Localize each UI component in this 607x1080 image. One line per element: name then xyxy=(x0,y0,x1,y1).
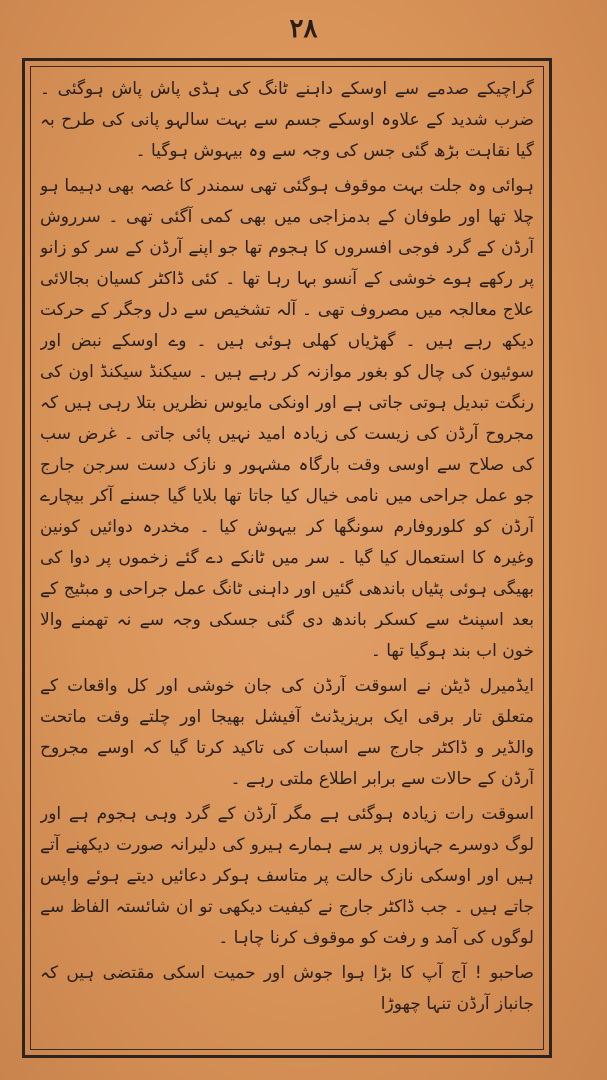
paragraph: اسوقت رات زیادہ ہوگئی ہے مگر آرڈن کے گرد وہی ہجوم ہے اور لوگ دوسرے جہازوں پر سے ہمارے ہیرو کی دلیرانہ صورت دیکھنے آتے ہیں اور اوسکی نازک حالت پر متاسف ہوکر دعائیں دیتے ہوئے واپس جاتے ہیں ۔ جب ڈاکٹر جارج نے کیفیت دیکھی تو ان شائستہ الفاظ سے لوگوں کی آمد و رفت کو موقوف کرنا چاہا ۔ xyxy=(40,804,534,948)
paragraph: صاحبو ! آج آپ کا بڑا ہوا جوش اور حمیت اسکی مقتضی ہیں کہ جانباز آرڈن تنہا چھوڑا xyxy=(40,963,534,1014)
paragraph: ایڈمیرل ڈیٹن نے اسوقت آرڈن کی جان خوشی اور کل واقعات کے متعلق تار برقی ایک بریزیڈنٹ آفیشل بھیجا اور چلتے وقت ماتحت والڈیر و ڈاکٹر جارج سے اسبات کی تاکید کرتا گیا کہ اوسے مجروح آرڈن کے حالات سے برابر اطلاع ملتی رہے ۔ xyxy=(40,676,534,789)
paragraph: ہوائی وہ جلت بہت موقوف ہوگئی تھی سمندر کا غصہ بھی دہیما ہو چلا تھا اور طوفان کے بدمزاجی میں بھی کمی آگئی تھی ۔ سرروش آرڈن کے گرد فوجی افسروں کا ہجوم تھا جو اپنے آرڈن کے سر کو زانو پر رکھے ہوے خوشی کے آنسو بہا رہا تھا ۔ کئی ڈاکٹر کسیان بجالائی علاج معالجہ میں مصروف تھی ۔ آلہ تشخیص سے دل وجگر کے حرکت دیکھ رہے ہیں ۔ گھڑیاں کھلی ہوئی ہیں ۔ وے اوسکے نبض اور سوئیون کی چال کو بغور موازنہ کر رہے ہیں ۔ سیکنڈ سیکنڈ اون کی رنگت تبدیل ہوتی جاتی ہے اور اونکی مایوس نظریں بتلا رہی ہیں کہ مجروح آرڈن کی زیست کی زیادہ امید نہیں پائی جاتی ۔ غرض سب کی صلاح سے اوسی وقت بارگاہ مشہور و نازک دست سرجن جارج جو عمل جراحی میں نامی خیال کیا جاتا تھا بلایا گیا جسنے آکر بیچارے آرڈن کو کلوروفارم سونگھا کر بیہوش کیا ۔ مخدرہ دوائیں کونین وغیرہ کا استعمال کیا گیا ۔ سر میں ٹانکے دے گئے زخموں پر دوا کی بھیگی ہوئی پٹیاں باندھی گئیں اور داہنی ٹانگ عمل جراحی و مبٹیج کے بعد اسپنٹ سے کسکر باندھ دی گئی جسکی وجہ سے نہ تھمنے والا خون اب بند ہوگیا تھا ۔ xyxy=(40,176,534,661)
page-number: ۲۸ xyxy=(289,14,318,44)
paragraph: گراچیکے صدمے سے اوسکے داہنے ٹانگ کی ہڈی پاش پاش ہوگئی ۔ ضرب شدید کے علاوہ اوسکے جسم سے بہت سالہو پانی کی طرح بہ گیا نقاہت بڑھ گئی جس کی وجہ سے وہ بیہوش ہوگیا ۔ xyxy=(40,79,534,161)
body-text xyxy=(40,74,534,1044)
